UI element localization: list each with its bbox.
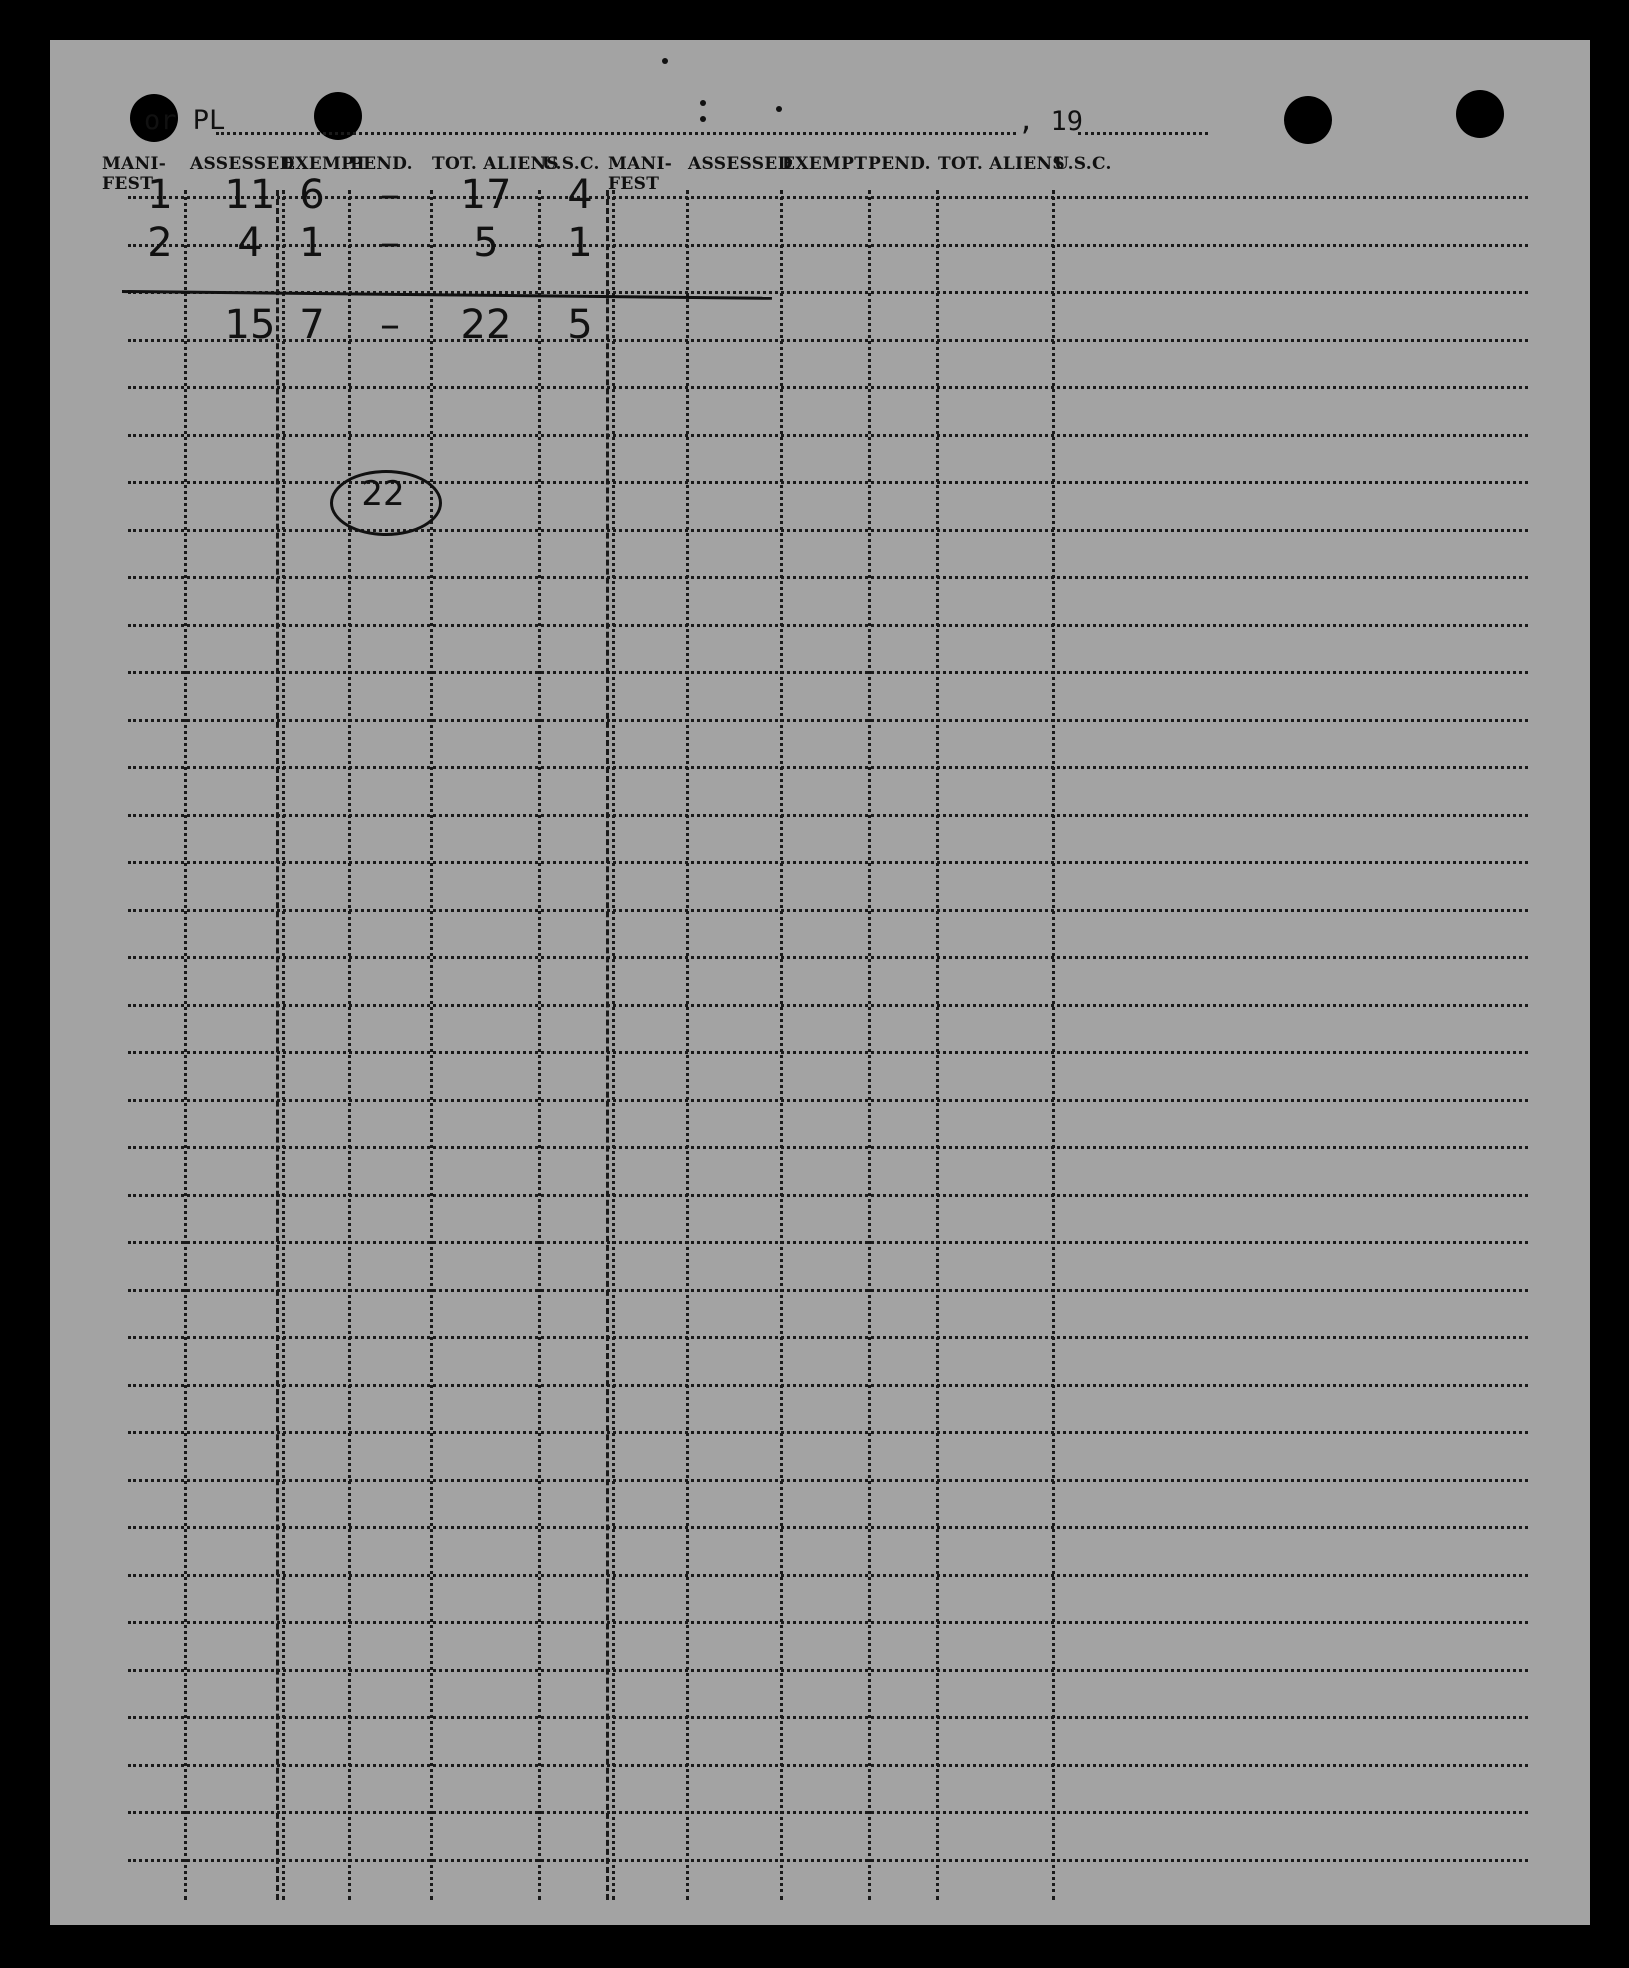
ink-speck (776, 106, 782, 112)
entry-exempt: 6 (299, 172, 325, 218)
row-rule (128, 719, 1528, 722)
row-rule (128, 1194, 1528, 1197)
row-rule (128, 1384, 1528, 1387)
row-rule (128, 1289, 1528, 1292)
entry-manifest: 2 (147, 220, 173, 266)
row-rule (128, 1099, 1528, 1102)
row-rule (128, 1431, 1528, 1434)
ink-speck (662, 58, 668, 64)
row-rule (128, 1859, 1528, 1862)
column-header: U.S.C. (1054, 154, 1112, 174)
row-rule (128, 671, 1528, 674)
column-header: ASSESSED (190, 154, 295, 174)
column-rule (686, 190, 689, 1900)
entry-pend: – (380, 220, 400, 266)
row-rule (128, 814, 1528, 817)
row-rule (128, 481, 1528, 484)
entry-tot-aliens: 17 (460, 172, 512, 218)
row-rule (128, 1479, 1528, 1482)
row-rule (128, 909, 1528, 912)
column-rule (606, 190, 615, 1900)
total-usc: 5 (567, 302, 593, 348)
row-rule (128, 576, 1528, 579)
row-rule (128, 1574, 1528, 1577)
punch-hole-3 (1284, 96, 1332, 144)
column-header: PEND. (350, 154, 413, 174)
row-rule (128, 1811, 1528, 1814)
header-year-prefix: , 19 (1018, 106, 1084, 137)
row-rule (128, 1146, 1528, 1149)
column-rule (184, 190, 187, 1900)
entry-tot-aliens: 5 (473, 220, 499, 266)
row-rule (128, 1621, 1528, 1624)
row-rule (128, 386, 1528, 389)
column-rule (1052, 190, 1055, 1900)
circled-total-value: 22 (361, 474, 405, 514)
entry-usc: 1 (567, 220, 593, 266)
punch-hole-4 (1456, 90, 1504, 138)
ink-speck (700, 100, 706, 106)
column-rule (780, 190, 783, 1900)
row-rule (128, 339, 1528, 342)
total-pend: – (380, 302, 400, 348)
row-rule (128, 861, 1528, 864)
row-rule (128, 1241, 1528, 1244)
entry-assessed: 11 (224, 172, 276, 218)
column-rule (276, 190, 285, 1900)
row-rule (128, 434, 1528, 437)
total-exempt: 7 (299, 302, 325, 348)
header-leading-text: or PL (144, 105, 226, 136)
ink-speck (700, 116, 706, 122)
entry-pend: – (380, 172, 400, 218)
row-rule (128, 244, 1528, 247)
column-header: TOT. ALIENS (938, 154, 1065, 174)
column-rule (936, 190, 939, 1900)
row-rule (128, 624, 1528, 627)
row-rule (128, 1004, 1528, 1007)
column-header: ASSESSED (688, 154, 793, 174)
form-sheet (50, 40, 1590, 1925)
row-rule (128, 956, 1528, 959)
header-dotted-line (216, 132, 1016, 135)
column-header: TOT. ALIENS (432, 154, 559, 174)
total-tot-aliens: 22 (460, 302, 512, 348)
column-header: U.S.C. (542, 154, 600, 174)
row-rule (128, 529, 1528, 532)
column-header: EXEMPT (282, 154, 368, 174)
column-rule (430, 190, 433, 1900)
row-rule (128, 1526, 1528, 1529)
row-rule (128, 1051, 1528, 1054)
column-header: EXEMPT (782, 154, 868, 174)
row-rule (128, 1336, 1528, 1339)
column-rule (538, 190, 541, 1900)
row-rule (128, 196, 1528, 199)
entry-manifest: 1 (147, 172, 173, 218)
column-header: PEND. (868, 154, 931, 174)
column-rule (868, 190, 871, 1900)
row-rule (128, 1764, 1528, 1767)
row-rule (128, 1716, 1528, 1719)
entry-usc: 4 (567, 172, 593, 218)
row-rule (128, 1669, 1528, 1672)
header-year-line (1078, 132, 1208, 135)
entry-exempt: 1 (299, 220, 325, 266)
column-header: MANI- FEST (102, 154, 167, 194)
row-rule (128, 766, 1528, 769)
total-assessed: 15 (224, 302, 276, 348)
column-rule (348, 190, 351, 1900)
entry-assessed: 4 (237, 220, 263, 266)
column-header: MANI- FEST (608, 154, 673, 194)
